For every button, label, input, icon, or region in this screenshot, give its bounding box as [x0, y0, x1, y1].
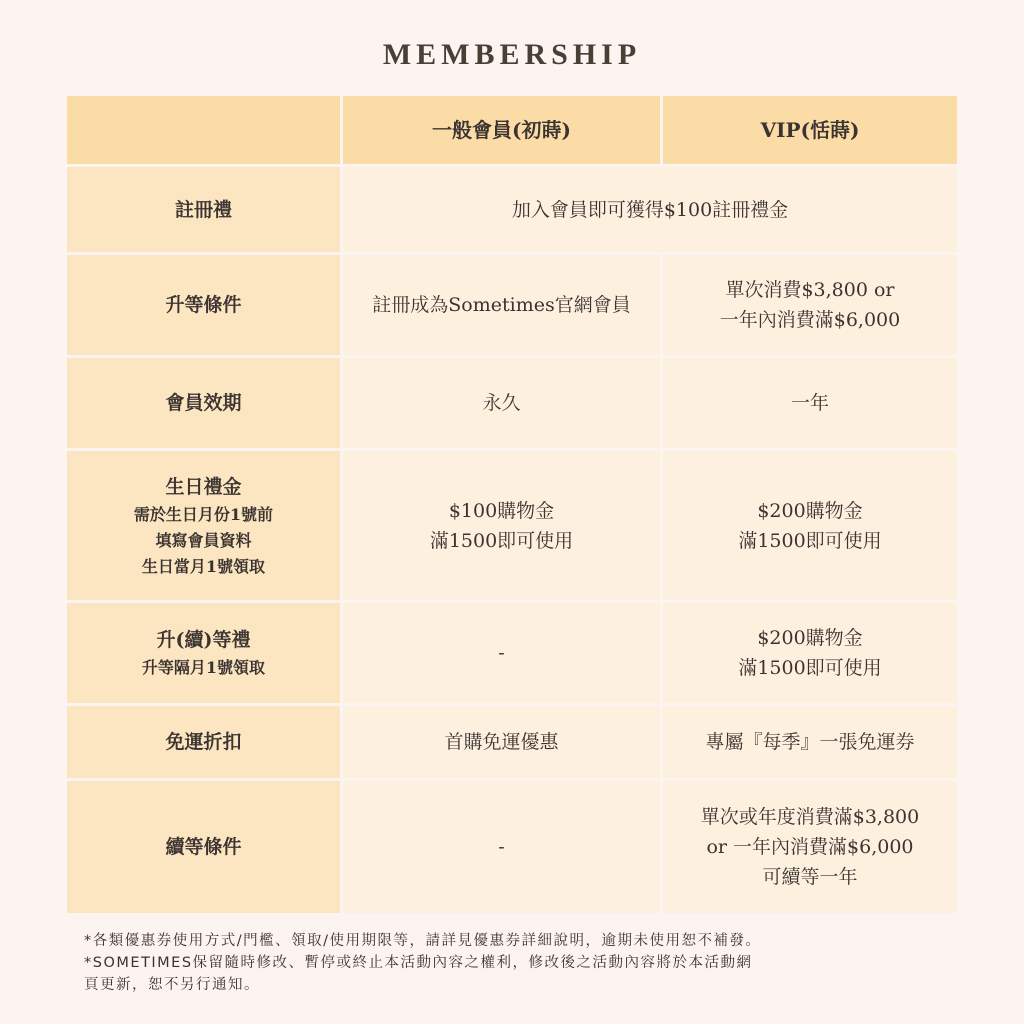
upgrade-gift-general-cell: [343, 603, 660, 703]
page-title: MEMBERSHIP: [382, 38, 642, 71]
cell-text: -: [498, 642, 505, 664]
row-label-registration-gift: [67, 167, 340, 252]
cell-line: $200購物金: [757, 499, 863, 522]
row-label-upgrade-gift: [67, 603, 340, 703]
footnote-line: 頁更新，恕不另行通知。: [84, 977, 260, 993]
row-label-birthday-gift: [67, 451, 340, 600]
cell-line: 單次消費$3,800 or: [725, 279, 895, 301]
cell-line: 一年內消費滿$6,000: [719, 309, 901, 331]
cell-text: -: [498, 836, 505, 858]
row-label-free-shipping: [67, 706, 340, 778]
row-label-text: 會員效期: [165, 392, 242, 414]
cell-line: or 一年內消費滿$6,000: [706, 836, 914, 858]
validity-general-cell: [343, 358, 660, 448]
membership-table: [67, 96, 957, 908]
upgrade-conditions-general-cell: [343, 255, 660, 355]
row-label-membership-validity: [67, 358, 340, 448]
row-label-note: 填寫會員資料: [155, 530, 252, 550]
cell-line: $100購物金: [448, 499, 555, 522]
footnotes: [84, 930, 944, 996]
cell-line: 滿1500即可使用: [429, 529, 574, 552]
row-label-text: 續等條件: [165, 836, 242, 858]
cell-line: 可續等一年: [762, 866, 858, 888]
validity-vip-cell: [663, 358, 957, 448]
cell-line: 單次或年度消費滿$3,800: [700, 806, 920, 828]
cell-line: 滿1500即可使用: [738, 657, 882, 679]
free-shipping-general-cell: [343, 706, 660, 778]
cell-line: $200購物金: [757, 627, 863, 649]
upgrade-gift-vip-cell: [663, 603, 957, 703]
footnote-line: *SOMETIMES保留隨時修改、暫停或終止本活動內容之權利，修改後之活動內容將於本活動網: [84, 955, 753, 971]
header-corner: [67, 96, 340, 164]
footnote-line: *各類優惠券使用方式/門檻、領取/使用期限等，請詳見優惠券詳細說明，逾期未使用恕不補發。: [84, 933, 762, 949]
renewal-conditions-vip-cell: [663, 781, 957, 913]
cell-text: 加入會員即可獲得$100註冊禮金: [511, 198, 789, 221]
row-label-text: 註冊禮: [174, 198, 232, 221]
birthday-gift-vip-cell: [663, 451, 957, 600]
row-label-renewal-conditions: [67, 781, 340, 913]
row-label-text: 免運折扣: [165, 731, 242, 753]
header-general-member: 一般會員(初蒔): [343, 96, 660, 164]
upgrade-conditions-vip-cell: [663, 255, 957, 355]
renewal-conditions-general-cell: [343, 781, 660, 913]
birthday-gift-general-cell: [343, 451, 660, 600]
row-label-text: 升等條件: [165, 294, 242, 316]
header-vip-member: VIP(恬蒔): [663, 96, 957, 164]
row-label-upgrade-conditions: [67, 255, 340, 355]
row-label-note: 需於生日月份1號前: [133, 504, 274, 524]
cell-text: 一年: [790, 392, 829, 414]
registration-gift-merged-cell: [343, 167, 957, 252]
free-shipping-vip-cell: [663, 706, 957, 778]
cell-text: 永久: [482, 392, 521, 414]
row-label-text: 升(續)等禮: [156, 629, 251, 651]
cell-text: 首購免運優惠: [444, 731, 559, 753]
cell-text: 註冊成為Sometimes官網會員: [372, 294, 631, 316]
row-label-note: 升等隔月1號領取: [141, 658, 266, 677]
cell-line: 滿1500即可使用: [738, 529, 882, 552]
row-label-text: 生日禮金: [165, 475, 242, 498]
row-label-note: 生日當月1號領取: [141, 556, 266, 576]
cell-text: 專屬『每季』一張免運券: [705, 731, 915, 753]
